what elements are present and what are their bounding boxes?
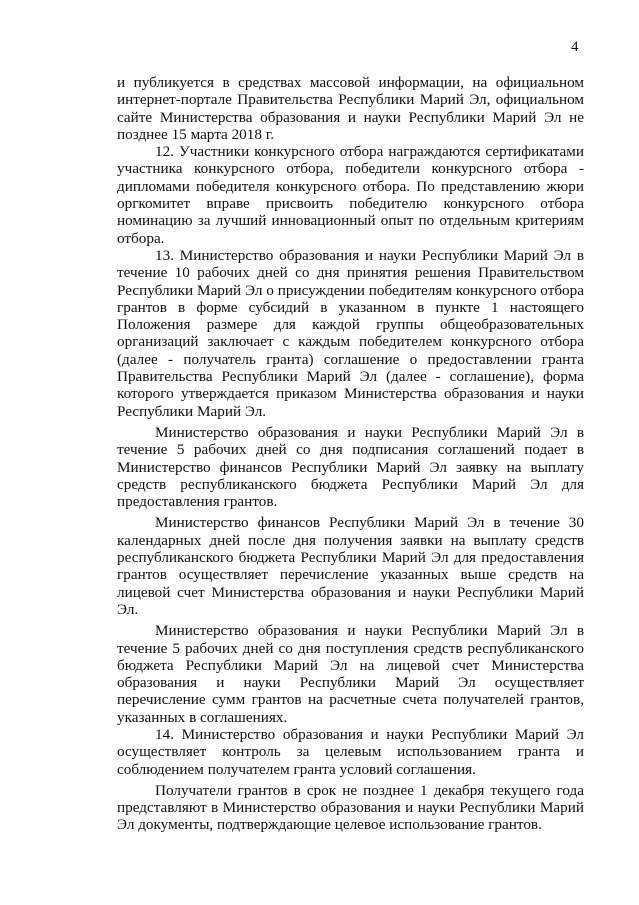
page-number: 4	[571, 39, 579, 55]
paragraph-reporting: Получатели грантов в срок не позднее 1 декабря текущего года представляют в Министерство образования и науки Республики Марий Эл документы, подтверждающие целевое использование грантов.	[117, 781, 584, 834]
paragraph-ministry-application: Министерство образования и науки Республики Марий Эл в течение 5 рабочих дней со дня подписания соглашений подает в Министерство финансов Республики Марий Эл заявку на выплату средств республиканского бюджета Республики Марий Эл для предоставления грантов.	[117, 423, 584, 511]
paragraph-item-12: 12. Участники конкурсного отбора награждаются сертификатами участника конкурсного отбора, победители конкурсного отбора - дипломами победителя конкурсного отбора. По представлению жюри оргкомитет вправе присвоить победителю конкурсного отбора номинацию за лучший инновационный опыт по отдельным критериям отбора.	[117, 143, 584, 247]
paragraph-finance-transfer: Министерство финансов Республики Марий Эл в течение 30 календарных дней после дня получения заявки на выплату средств республиканского бюджета Республики Марий Эл для предоставления грантов осуществляет перечисление указанных выше средств на лицевой счет Министерства образования и науки Республики Марий Эл.	[117, 514, 584, 618]
paragraph-item-13: 13. Министерство образования и науки Республики Марий Эл в течение 10 рабочих дней со дня принятия решения Правительством Республики Марий Эл о присуждении победителям конкурсного отбора грантов в форме субсидий в указанном в пункте 1 настоящего Положения размере для каждой группы общеобразовательных организаций заключает с каждым победителем конкурсного отбора (далее - получатель гранта) соглашение о предоставлении гранта Правительства Республики Марий Эл (далее - соглашение), форма которого утверждается приказом Министерства образования и науки Республики Марий Эл.	[117, 246, 584, 420]
paragraph-continuation: и публикуется в средствах массовой информации, на официальном интернет-портале Правительства Республики Марий Эл, официальном сайте Министерства образования и науки Республики Марий Эл не позднее 15 марта 2018 г.	[117, 74, 584, 143]
paragraph-grant-transfer: Министерство образования и науки Республики Марий Эл в течение 5 рабочих дней со дня поступления средств республиканского бюджета Республики Марий Эл на лицевой счет Министерства образования и науки Республики Марий Эл осуществляет перечисление сумм грантов на расчетные счета получателей грантов, указанных в соглашениях.	[117, 622, 584, 726]
paragraph-item-14: 14. Министерство образования и науки Республики Марий Эл осуществляет контроль за целевым использованием гранта и соблюдением получателем гранта условий соглашения.	[117, 725, 584, 778]
document-body	[117, 74, 584, 834]
